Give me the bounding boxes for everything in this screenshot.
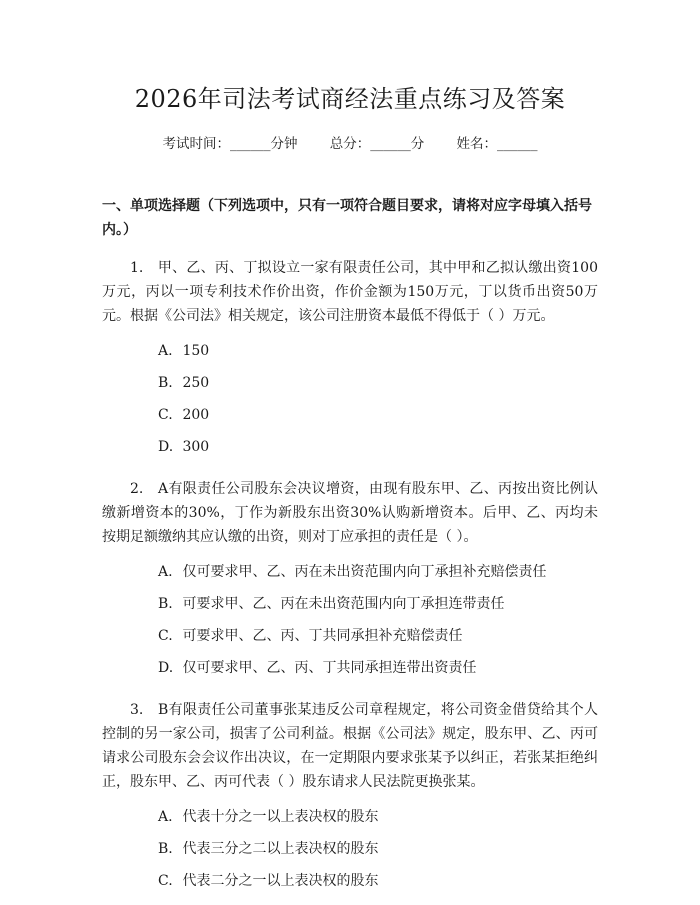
option-letter: D. [158,439,174,455]
option-letter: C. [158,407,173,423]
question-2-options [102,556,598,684]
question-1-option-c [158,399,598,431]
question-3-option-b [158,833,598,865]
question-3-option-a [158,801,598,833]
question-3-options [102,801,598,897]
option-text: 可要求甲、乙、丙在未出资范围内向丁承担连带责任 [182,596,505,612]
option-text: 200 [182,407,210,423]
question-1-option-a [158,335,598,367]
question-2-option-c [158,620,598,652]
question-1-stem: 1. 甲、乙、丙、丁拟设立一家有限责任公司，其中甲和乙拟认缴出资100万元，丙以一项专利技术作价出资，作价金额为150万元，丁以货币出资50万元。根据《公司法》相关规定，该公司注册资本最低不得低于（ ）万元。 [102,260,598,324]
page-title: 2026年司法考试商经法重点练习及答案 [134,85,566,113]
question-2-stem: 2. A有限责任公司股东会决议增资，由现有股东甲、乙、丙按出资比例认缴新增资本的30%，丁作为新股东出资30%认购新增资本。后甲、乙、丙均未按期足额缴纳其应认缴的出资，则对丁应承担的责任是（ ）。 [102,481,598,545]
option-text: 代表二分之一以上表决权的股东 [182,873,379,889]
option-letter: A. [158,343,173,359]
option-letter: B. [158,596,173,612]
option-letter: C. [158,628,173,644]
option-letter: C. [158,873,173,889]
option-text: 250 [182,375,210,391]
student-name-field: 姓名：______ [456,136,538,152]
section-heading-single-choice: 一、单项选择题（下列选项中，只有一项符合题目要求，请将对应字母填入括号内。） [102,198,592,238]
option-letter: D. [158,660,174,676]
option-text: 代表十分之一以上表决权的股东 [182,809,379,825]
option-letter: B. [158,375,173,391]
question-1-options [102,335,598,463]
option-text: 仅可要求甲、乙、丙在未出资范围内向丁承担补充赔偿责任 [182,564,547,580]
total-score-field: 总分：______分 [329,136,425,152]
exam-time-field: 考试时间：______分钟 [162,136,298,152]
option-letter: B. [158,841,173,857]
question-1-option-d [158,431,598,463]
option-text: 300 [182,439,210,455]
question-2-option-d [158,652,598,684]
question-2-option-b [158,588,598,620]
question-2-option-a [158,556,598,588]
option-text: 可要求甲、乙、丙、丁共同承担补充赔偿责任 [182,628,463,644]
option-letter: A. [158,564,173,580]
question-1-option-b [158,367,598,399]
option-text: 代表三分之二以上表决权的股东 [182,841,379,857]
option-text: 仅可要求甲、乙、丙、丁共同承担连带出资责任 [182,660,477,676]
exam-info-line [102,134,598,154]
question-3-option-c [158,865,598,897]
option-text: 150 [182,343,210,359]
question-3-stem: 3. B有限责任公司董事张某违反公司章程规定，将公司资金借贷给其个人控制的另一家公司，损害了公司利益。根据《公司法》规定，股东甲、乙、丙可请求公司股东会会议作出决议，在一定期限内要求张某予以纠正，若张某拒绝纠正，股东甲、乙、丙可代表（ ）股东请求人民法院更换张某。 [102,702,598,790]
option-letter: A. [158,809,173,825]
